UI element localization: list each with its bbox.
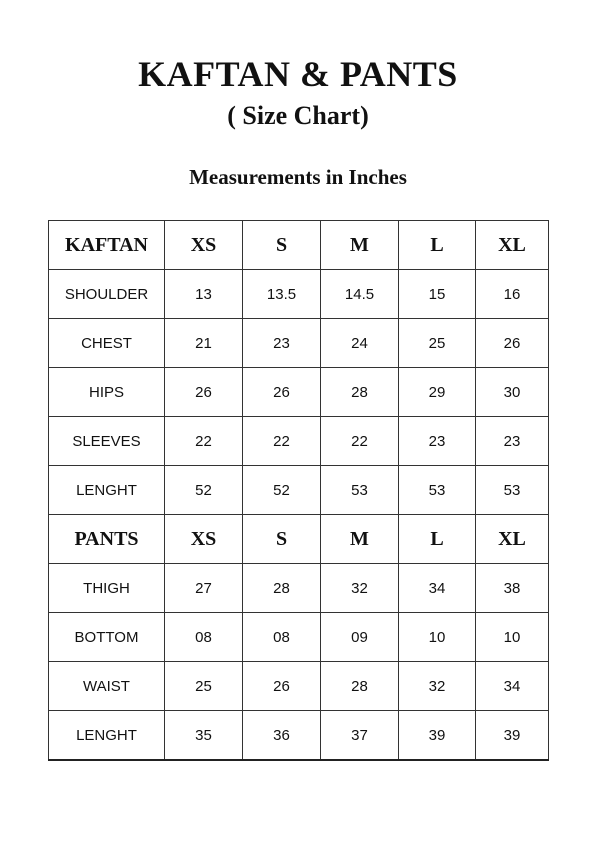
pants-header-row [49, 515, 549, 564]
table-cell: 09 [321, 613, 399, 662]
kaftan-size-l: L [399, 221, 476, 270]
table-cell: 25 [165, 662, 243, 711]
table-cell: 23 [476, 417, 549, 466]
table-cell: 34 [399, 564, 476, 613]
table-row [49, 368, 549, 417]
pants-section-label: PANTS [49, 515, 165, 564]
row-label: BOTTOM [49, 613, 165, 662]
table-cell: 08 [165, 613, 243, 662]
table-cell: 37 [321, 711, 399, 761]
pants-size-xl: XL [476, 515, 549, 564]
pants-size-xs: XS [165, 515, 243, 564]
table-row [49, 662, 549, 711]
row-label: SLEEVES [49, 417, 165, 466]
table-cell: 10 [399, 613, 476, 662]
table-cell: 38 [476, 564, 549, 613]
table-cell: 36 [243, 711, 321, 761]
table-cell: 24 [321, 319, 399, 368]
table-cell: 22 [321, 417, 399, 466]
table-cell: 26 [476, 319, 549, 368]
table-cell: 35 [165, 711, 243, 761]
table-cell: 53 [321, 466, 399, 515]
table-cell: 23 [243, 319, 321, 368]
table-cell: 23 [399, 417, 476, 466]
table-cell: 52 [243, 466, 321, 515]
table-cell: 28 [321, 662, 399, 711]
pants-size-l: L [399, 515, 476, 564]
table-row [49, 466, 549, 515]
pants-size-m: M [321, 515, 399, 564]
table-row [49, 613, 549, 662]
table-cell: 52 [165, 466, 243, 515]
units-note: Measurements in Inches [189, 165, 407, 189]
table-cell: 26 [243, 368, 321, 417]
pants-size-s: S [243, 515, 321, 564]
table-cell: 32 [399, 662, 476, 711]
table-cell: 10 [476, 613, 549, 662]
kaftan-size-xs: XS [165, 221, 243, 270]
table-cell: 15 [399, 270, 476, 319]
table-cell: 22 [243, 417, 321, 466]
table-cell: 28 [321, 368, 399, 417]
row-label: LENGHT [49, 711, 165, 761]
table-cell: 13 [165, 270, 243, 319]
page-title: KAFTAN & PANTS [138, 54, 458, 94]
kaftan-size-m: M [321, 221, 399, 270]
table-row [49, 270, 549, 319]
row-label: SHOULDER [49, 270, 165, 319]
table-cell: 26 [243, 662, 321, 711]
kaftan-section-label: KAFTAN [49, 221, 165, 270]
table-cell: 25 [399, 319, 476, 368]
table-cell: 26 [165, 368, 243, 417]
table-cell: 34 [476, 662, 549, 711]
table-cell: 27 [165, 564, 243, 613]
table-cell: 32 [321, 564, 399, 613]
table-row [49, 417, 549, 466]
table-cell: 14.5 [321, 270, 399, 319]
row-label: HIPS [49, 368, 165, 417]
row-label: WAIST [49, 662, 165, 711]
size-chart-table [48, 220, 549, 761]
kaftan-size-s: S [243, 221, 321, 270]
table-row [49, 711, 549, 761]
kaftan-header-row [49, 221, 549, 270]
table-cell: 53 [399, 466, 476, 515]
table-cell: 30 [476, 368, 549, 417]
table-cell: 39 [399, 711, 476, 761]
row-label: THIGH [49, 564, 165, 613]
row-label: LENGHT [49, 466, 165, 515]
page-subtitle: ( Size Chart) [227, 101, 369, 130]
table-cell: 08 [243, 613, 321, 662]
table-cell: 22 [165, 417, 243, 466]
kaftan-size-xl: XL [476, 221, 549, 270]
table-cell: 21 [165, 319, 243, 368]
table-cell: 29 [399, 368, 476, 417]
table-cell: 39 [476, 711, 549, 761]
table-cell: 16 [476, 270, 549, 319]
table-row [49, 564, 549, 613]
table-cell: 53 [476, 466, 549, 515]
row-label: CHEST [49, 319, 165, 368]
table-row [49, 319, 549, 368]
table-cell: 28 [243, 564, 321, 613]
table-cell: 13.5 [243, 270, 321, 319]
